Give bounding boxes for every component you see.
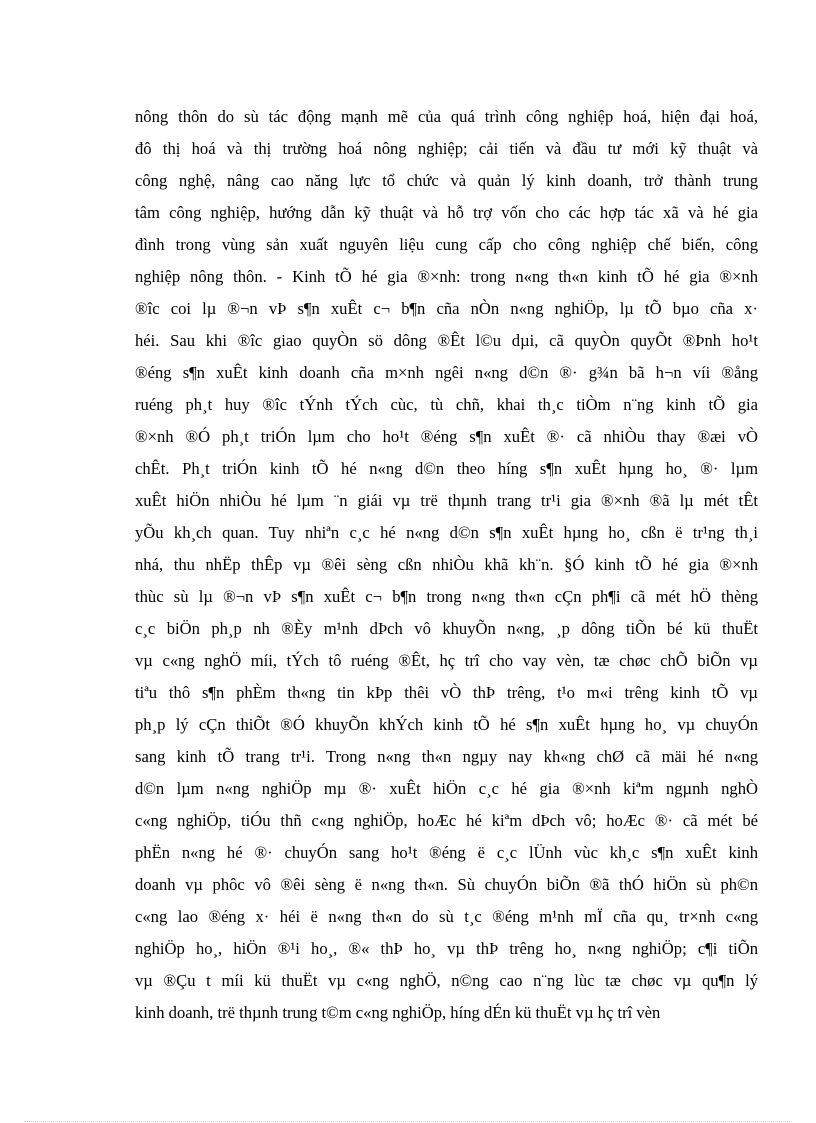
body-paragraph: [135, 101, 758, 1029]
text-line: c«ng nghiÖp, tiÓu thñ c«ng nghiÖp, hoÆc hé kiªm dÞch vô; hoÆc ®· cã mét bé: [135, 811, 758, 830]
text-line: chÊt. Ph¸t triÓn kinh tÕ hé n«ng d©n theo híng s¶n xuÊt hµng ho¸ ®· lµm: [135, 459, 758, 478]
text-line: nghiÖp ho¸, hiÖn ®¹i ho¸, ®« thÞ ho¸ vµ thÞ trêng ho¸ n«ng nghiÖp; c¶i tiÕn: [135, 939, 758, 958]
text-line: doanh vµ phôc vô ®êi sèng ë n«ng th«n. Sù chuyÓn biÕn ®ã thÓ hiÖn sù ph©n: [135, 875, 758, 894]
text-line: ph¸p lý cÇn thiÕt ®Ó khuyÕn khÝch kinh tÕ hé s¶n xuÊt hµng ho¸ vµ chuyÓn: [135, 715, 758, 734]
text-line: nghiệp nông thôn. - Kinh tÕ hé gia ®×nh: trong n«ng th«n kinh tÕ hé gia ®×nh: [135, 267, 758, 286]
text-line: yÕu kh¸ch quan. Tuy nhiªn c¸c hé n«ng d©n s¶n xuÊt hµng ho¸ cßn ë tr¹ng th¸i: [135, 523, 758, 542]
text-line: phËn n«ng hé ®· chuyÓn sang ho¹t ®éng ë c¸c lÜnh vùc kh¸c s¶n xuÊt kinh: [135, 843, 758, 862]
text-line: thùc sù lµ ®¬n vÞ s¶n xuÊt c¬ b¶n trong n«ng th«n cÇn ph¶i cã mét hÖ thèng: [135, 587, 758, 606]
text-line: c¸c biÖn ph¸p nh ®Èy m¹nh dÞch vô khuyÕn n«ng, ¸p dông tiÕn bé kü thuËt: [135, 619, 758, 638]
text-line: tâm công nghiệp, hướng dẫn kỹ thuật và hỗ trợ vốn cho các hợp tác xã và hé gia: [135, 203, 758, 222]
text-line: héi. Sau khi ®îc giao quyÒn sö dông ®Êt l©u dµi, cã quyÒn quyÕt ®Þnh ho¹t: [135, 331, 758, 350]
text-line: vµ ®Çu t míi kü thuËt vµ c«ng nghÖ, n©ng cao n¨ng lùc tæ chøc vµ qu¶n lý: [135, 971, 758, 990]
text-line: d©n lµm n«ng nghiÖp mµ ®· xuÊt hiÖn c¸c hé gia ®×nh kiªm ngµnh nghÒ: [135, 779, 758, 798]
text-line: nông thôn do sù tác động mạnh mẽ của quá trình công nghiệp hoá, hiện đại hoá,: [135, 107, 758, 126]
text-line: đô thị hoá và thị trường hoá nông nghiệp; cải tiến và đầu tư mới kỹ thuật và: [135, 139, 758, 158]
text-line: ®îc coi lµ ®¬n vÞ s¶n xuÊt c¬ b¶n cña nÒn n«ng nghiÖp, lµ tÕ bµo cña x·: [135, 299, 758, 318]
text-line: nhá, thu nhËp thÊp vµ ®êi sèng cßn nhiÒu khã kh¨n. §Ó kinh tÕ hé gia ®×nh: [135, 555, 758, 574]
text-line: đình trong vùng sản xuất nguyên liệu cung cấp cho công nghiệp chế biến, công: [135, 235, 758, 254]
text-line: c«ng lao ®éng x· héi ë n«ng th«n do sù t¸c ®éng m¹nh mÏ cña qu¸ tr×nh c«ng: [135, 907, 758, 926]
text-line: kinh doanh, trë thµnh trung t©m c«ng nghiÖp, híng dÉn kü thuËt vµ hç trî vèn: [135, 1003, 661, 1022]
text-line: tiªu thô s¶n phÈm th«ng tin kÞp thêi vÒ thÞ trêng, t¹o m«i trêng kinh tÕ vµ: [135, 683, 758, 702]
text-line: xuÊt hiÖn nhiÒu hé lµm ¨n giái vµ trë thµnh trang tr¹i gia ®×nh ®ã lµ mét tÊt: [135, 491, 758, 510]
text-line: công nghệ, nâng cao năng lực tổ chức và quản lý kinh doanh, trở thành trung: [135, 171, 758, 190]
text-line: ®éng s¶n xuÊt kinh doanh cña m×nh ngêi n«ng d©n ®· g¾n bã h¬n víi ®ång: [135, 363, 758, 382]
text-line: sang kinh tÕ trang tr¹i. Trong n«ng th«n ngµy nay kh«ng chØ cã mäi hé n«ng: [135, 747, 758, 766]
page-bottom-border: [24, 1121, 792, 1122]
text-line: vµ c«ng nghÖ míi, tÝch tô ruéng ®Êt, hç trî cho vay vèn, tæ chøc chÕ biÕn vµ: [135, 651, 758, 670]
text-line: ruéng ph¸t huy ®îc tÝnh tÝch cùc, tù chñ, khai th¸c tiÒm n¨ng kinh tÕ gia: [135, 395, 758, 414]
text-line: ®×nh ®Ó ph¸t triÓn lµm cho ho¹t ®éng s¶n xuÊt ®· cã nhiÒu thay ®æi vÒ: [135, 427, 758, 446]
